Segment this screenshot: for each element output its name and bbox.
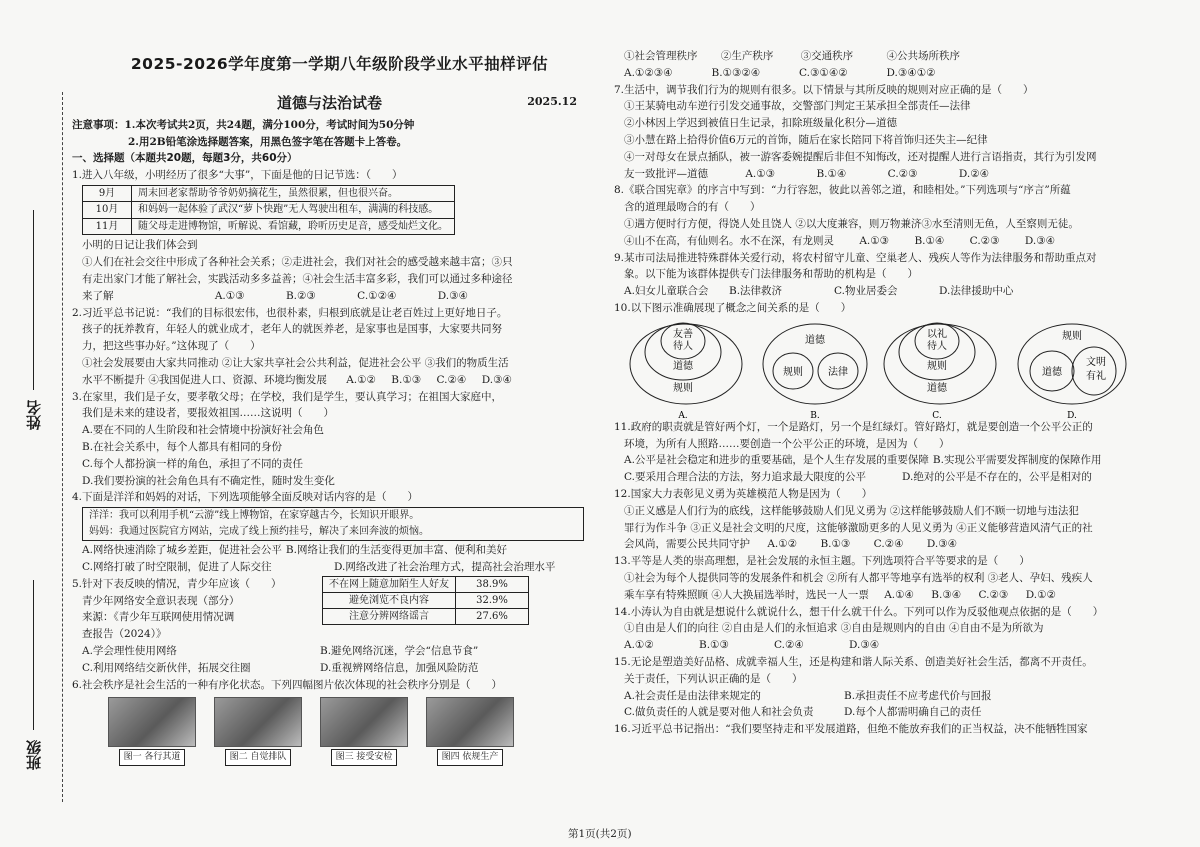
q1-options-3: 来了解	[82, 289, 114, 302]
stat-item: 注意分辨网络谣言	[323, 608, 456, 624]
q4-dialog-box	[82, 507, 584, 541]
table-row	[83, 202, 455, 219]
q7-line: 7.生活中，调节我们行为的规则有很多。以下情景与其所反映的规则对应正确的是（ ）	[614, 83, 1034, 96]
q2-line: 力，把这些事办好。”这体现了（ ）	[82, 340, 261, 353]
q12-line: ①正义感是人们行为的底线，这样能够鼓励人们见义勇为 ②这样能够鼓励人们不顾一切地与违法犯	[624, 504, 1079, 517]
q13-line: 乘车享有特殊照顾 ④人大换届选举时，选民一人一票	[624, 588, 869, 601]
q8-line: ①遇方便时行方便，得饶人处且饶人 ②以大度兼容，则万物兼济③水至清则无鱼，人至察则无徒。	[624, 217, 1079, 230]
q12-line: 12.国家大力表彰见义勇为英雄模范人物是因为（ ）	[614, 487, 873, 500]
choice-b: B.①④	[914, 234, 945, 247]
choice-a: A.①③	[214, 289, 245, 302]
choice-d: D.③④	[481, 373, 512, 386]
choice-b: B.在社会关系中，每个人都具有相同的身份	[82, 441, 283, 454]
picture-caption: 图二 自觉排队	[225, 749, 292, 765]
q11-line: 环境，为所有人照路……要创造一个公平公正的环境，是因为（ ）	[624, 437, 950, 450]
question-15	[614, 654, 1174, 721]
question-11	[614, 419, 1174, 486]
table-row	[323, 576, 529, 592]
q5-stats-table	[322, 576, 529, 625]
q5-line: 来源：《青少年互联网使用情况调	[82, 611, 235, 624]
label-top: 道德	[805, 334, 825, 346]
q6-choices-row	[614, 65, 974, 82]
q16-line: 16.习近平总书记指出：“我们要坚持走和平发展道路，但绝不能放弃我们的正当权益，决不能牺牲国家	[614, 723, 1088, 736]
diagram-c	[882, 319, 1002, 419]
question-6	[72, 677, 587, 766]
question-13	[614, 553, 1174, 603]
q2-line: 2.习近平总书记说：“我们的目标很宏伟，也很朴素，归根到底就是让老百姓过上更好地日子。	[72, 306, 508, 319]
label-right: 文明	[1086, 356, 1106, 368]
diary-text: 和妈妈一起体验了武汉“萝卜快跑”无人驾驶出租车，满满的科技感。	[132, 202, 455, 219]
stat-item: 不在网上随意加陌生人好友	[323, 576, 456, 592]
picture-caption: 图三 接受安检	[331, 749, 398, 765]
label-left: 规则	[783, 366, 803, 378]
choice-d: D.我们要扮演的社会角色具有不确定性，随时发生变化	[82, 474, 335, 487]
choice-b: B.法律救济	[729, 285, 783, 298]
name-underline	[33, 210, 34, 390]
q9-line: 9.某市司法局推进特殊群体关爱行动，将农村留守儿童、空巢老人、残疾人等作为法律服务和帮助重点对	[614, 251, 1097, 264]
choice-a: A.网络快速消除了城乡差距，促进社会公平	[82, 544, 282, 557]
choice-d: D.法律援助中心	[939, 285, 1014, 298]
q11-row-1	[614, 452, 1174, 469]
q2-line: 水平不断提升 ④我国促进人口、资源、环境均衡发展	[82, 373, 327, 386]
q1-choices-row	[72, 288, 587, 305]
diagram-label: B.	[810, 410, 820, 421]
q5-line: 青少年网络安全意识表现（部分）	[82, 594, 240, 607]
q3-line: 3.在家里，我们是子女，要孝敬父母；在学校，我们是学生，要认真学习；在祖国大家庭中，	[72, 390, 503, 403]
question-10	[614, 300, 1174, 419]
diagram-d	[1014, 319, 1134, 419]
diary-month: 10月	[83, 202, 132, 219]
q2-line: ①社会发展要由大家共同推动 ②让大家共享社会公共利益，促进社会公平 ③我们的物质生活	[82, 357, 509, 370]
diagram-label: C.	[932, 410, 942, 421]
q8-line: 含的道理最吻合的有（ ）	[624, 201, 761, 214]
stat-pct: 38.9%	[456, 576, 529, 592]
q9-line: 象。以下能为该群体提供专门法律服务和帮助的机构是（ ）	[624, 268, 918, 281]
choice-c: C.每个人都扮演一样的角色，承担了不同的责任	[82, 457, 303, 470]
choice-d: D.②④	[958, 167, 990, 180]
diary-text: 随父母走进博物馆，听解说、看馆藏，聆听历史足音，感受灿烂文化。	[132, 218, 455, 235]
q12-line: 罪行为作斗争 ③正义是社会文明的尺度，这能够激励更多的人见义勇为 ④正义能够营造风清气正的社	[624, 521, 1093, 534]
choice-d: D.网络改进了社会治理方式，提高社会治理水平	[334, 561, 556, 574]
diagram-b	[760, 319, 870, 419]
q15-line: 关于责任，下列认识正确的是（ ）	[624, 672, 803, 685]
q6-option: ③交通秩序	[800, 50, 854, 62]
photo-image	[108, 697, 196, 747]
choice-b: B.承担责任不应考虑代价与回报	[844, 689, 992, 702]
choice-c: C.①②④	[357, 289, 397, 302]
choice-b: B.实现公平需要发挥制度的保障作用	[932, 454, 1102, 467]
choice-b: B.①③	[820, 538, 851, 551]
choice-d: D.③④	[1024, 234, 1056, 247]
choice-c: C.②④	[774, 639, 804, 652]
question-8	[614, 182, 1174, 249]
q13-line: ①社会为每个人提供同等的发展条件和机会 ②所有人都平等地享有选举的权利 ③老人、孕妇、残疾人	[624, 571, 1093, 584]
choice-c: C.做负责任的人就是要对他人和社会负责	[624, 706, 814, 719]
q5-row-1	[72, 643, 587, 660]
table-row	[83, 218, 455, 235]
q11-line: 11.政府的职责就是管好两个灯，一个是路灯，另一个是红绿灯。管好路灯，就是要创造一个公平公正的	[614, 420, 1093, 433]
label-inner-2: 待人	[673, 340, 693, 352]
q14-line: ①自由是人们的向往 ②自由是人们的永恒追求 ③自由是规则内的自由 ④自由不是为所欲为	[624, 622, 1044, 635]
picture-2	[212, 697, 304, 765]
q15-row-2	[614, 704, 1064, 721]
table-row	[323, 592, 529, 608]
label-mid: 规则	[927, 360, 947, 372]
q12-choices-row	[614, 536, 1174, 553]
q6-options-row	[614, 48, 1174, 65]
choice-a: A.①②③④	[624, 66, 673, 79]
label-inner-2: 待人	[927, 340, 947, 352]
q7-choices-row	[614, 166, 1174, 183]
choice-a: A.妇女儿童联合会	[624, 285, 709, 298]
picture-3	[318, 697, 410, 765]
exam-subtitle: 道德与法治试卷	[276, 93, 382, 112]
choice-b: B.③④	[931, 588, 962, 601]
q3-line: 我们是未来的建设者，要报效祖国……这说明（ ）	[82, 407, 334, 420]
picture-caption: 图四 依规生产	[437, 749, 504, 765]
q8-choices-row	[614, 233, 1174, 250]
q15-row-1	[614, 688, 1064, 705]
notes-line-2: 2.用2B铅笔涂选择题答案，用黑色签字笔在答题卡上答卷。	[128, 135, 408, 148]
choice-d: D.③④	[437, 289, 468, 302]
table-row	[323, 608, 529, 624]
label-mid: 道德	[673, 360, 693, 372]
choice-d: D.③④①②	[886, 66, 936, 79]
notes-line-1: 注意事项：1.本次考试共2页，共24题，满分100分，考试时间为50分钟	[72, 118, 415, 131]
choice-d: D.每个人都需明确自己的责任	[844, 706, 982, 719]
choice-a: A.①③	[745, 167, 776, 180]
q12-line: 会风尚，需要公民共同守护	[624, 538, 750, 551]
question-4	[72, 489, 587, 575]
choice-a: A.①②	[767, 538, 798, 551]
q1-stem: 1.进入八年级，小明经历了很多“大事”，下面是他的日记节选：（ ）	[72, 169, 403, 182]
exam-date: 2025.12	[527, 94, 577, 108]
picture-1	[106, 697, 198, 765]
q10-stem: 10.以下图示准确展现了概念之间关系的是（ ）	[614, 301, 852, 314]
choice-a: A.①④	[884, 588, 914, 601]
q7-line: ④一对母女在景点插队，被一游客委婉提醒后非但不知悔改，还对提醒人进行言语指责，其行为引发网	[624, 150, 1097, 163]
q6-stem: 6.社会秩序是社会生活的一种有序化状态。下列四幅图片依次体现的社会秩序分别是（ ）	[72, 678, 503, 691]
choice-b: B.避免网络沉迷，学会“信息节食”	[320, 645, 479, 658]
diagram-label: A.	[678, 410, 688, 421]
q7-line: ②小林因上学迟到被值日生记录，扣除班级量化积分—道德	[624, 117, 897, 130]
choice-c: C.利用网络结交新伙伴，拓展交往圈	[82, 661, 251, 674]
q1-options-2: 有走出家门才能了解社会，实践活动多多益善；④社会生活丰富多彩，我们可以通过多种途径	[82, 273, 513, 286]
choice-b: B.①④	[816, 167, 847, 180]
q1-diary-table	[82, 185, 455, 236]
q7-line: ①王某骑电动车逆行引发交通事故，交警部门判定王某承担全部责任—法律	[624, 100, 971, 113]
choice-b: B.②③	[285, 289, 316, 302]
name-label: 姓名	[25, 400, 43, 430]
choice-d: D.③④	[926, 538, 958, 551]
choice-b: B.①③	[391, 373, 422, 386]
photo-image	[426, 697, 514, 747]
choice-d: D.③④	[849, 639, 880, 652]
table-row	[83, 185, 455, 202]
stat-item: 避免浏览不良内容	[323, 592, 456, 608]
q1-options-1: ①人们在社会交往中形成了各种社会关系；②走进社会，我们对社会的感受越来越丰富；③只	[82, 256, 513, 269]
dialog-line: 洋洋：我可以利用手机“云游”线上博物馆，在家穿越古今，长知识开眼界。	[89, 510, 420, 522]
question-16	[614, 721, 1174, 738]
q6-option: ④公共场所秩序	[886, 50, 961, 62]
choice-b: B.①③②④	[711, 66, 761, 79]
question-2	[72, 305, 587, 389]
q6-option: ②生产秩序	[720, 50, 774, 62]
q2-choices-row	[72, 372, 587, 389]
choice-d: D.绝对的公平是不存在的，公平是相对的	[902, 471, 1092, 484]
q6-pictures	[106, 697, 587, 765]
q5-line: 查报告（2024）》	[82, 628, 167, 641]
diary-text: 周末回老家帮助爷爷奶奶摘花生，虽然很累，但也很兴奋。	[132, 185, 455, 202]
choice-c: C.网络打破了时空限制，促进了人际交往	[82, 561, 272, 574]
choice-a: A.社会责任是由法律来规定的	[624, 689, 761, 702]
label-inner: 以礼	[927, 328, 947, 340]
choice-b: B.①③	[699, 639, 729, 652]
choice-a: A.①③	[859, 234, 890, 247]
picture-4	[424, 697, 516, 765]
class-underline	[33, 580, 34, 730]
diagram-label: D.	[1067, 410, 1077, 421]
q5-row-2	[72, 660, 587, 677]
question-14	[614, 604, 1174, 654]
q7-line: ③小慧在路上拾得价值6万元的首饰，随后在家长陪同下将首饰归还失主—纪律	[624, 133, 988, 146]
left-column	[72, 52, 587, 766]
choice-a: A.要在不同的人生阶段和社会情境中扮演好社会角色	[82, 424, 324, 437]
exam-title: 2025-2026学年度第一学期八年级阶段学业水平抽样评估	[130, 55, 549, 73]
label-right-2: 有礼	[1086, 370, 1106, 382]
choice-c: C.要采用合理合法的方法，努力追求最大限度的公平	[624, 471, 866, 484]
question-9	[614, 250, 1174, 300]
q2-line: 孩子的抚养教育，年轻人的就业成才，老年人的就医养老，是家事也是国事，大家要共同努	[82, 323, 502, 336]
question-3	[72, 389, 587, 490]
label-top: 规则	[1062, 330, 1082, 342]
class-label: 班级	[25, 740, 43, 770]
q14-line: 14.小涛认为自由就是想说什么就说什么，想干什么就干什么。下列可以作为反驳他观点依据的是（ ）	[614, 605, 1104, 618]
q8-line: ④山不在高，有仙则名。水不在深，有龙则灵	[624, 234, 834, 247]
choice-d: D.重视辨网络信息，加强风险防范	[320, 661, 479, 674]
choice-a: A.公平是社会稳定和进步的重要基础，是个人生存发展的重要保障	[624, 454, 929, 467]
diary-month: 9月	[83, 185, 132, 202]
label-outer: 规则	[673, 382, 693, 394]
choice-a: A.①②	[624, 639, 654, 652]
photo-image	[320, 697, 408, 747]
question-1	[72, 167, 587, 304]
q8-line: 8.《联合国宪章》的序言中写到：“力行容恕，彼此以善邻之道，和睦相处。”下列选项与“序言”所蕴	[614, 184, 1071, 197]
q4-row-2	[72, 559, 587, 576]
q4-stem: 4.下面是洋洋和妈妈的对话，下列选项能够全面反映对话内容的是（ ）	[72, 491, 419, 504]
stat-pct: 27.6%	[456, 608, 529, 624]
choice-c: C.②③	[887, 167, 918, 180]
q10-diagrams	[628, 319, 1174, 419]
q4-row-1	[72, 542, 587, 559]
q14-choices-row	[614, 637, 924, 654]
question-12	[614, 486, 1174, 553]
q13-line: 13.平等是人类的崇高理想，是社会发展的永恒主题。下列选项符合平等要求的是（ ）	[614, 555, 1030, 568]
diary-month: 11月	[83, 218, 132, 235]
choice-c: C.②④	[873, 538, 904, 551]
right-column	[614, 48, 1174, 738]
q15-line: 15.无论是塑造美好品格、成就幸福人生，还是构建和谐人际关系、创造美好社会生活，都离不开责任。	[614, 655, 1093, 668]
q1-lead: 小明的日记让我们体会到	[82, 239, 198, 252]
q9-choices-row	[614, 283, 1044, 300]
q13-choices-row	[614, 587, 1174, 604]
label-left: 道德	[1042, 366, 1062, 378]
q5-stem: 5.针对下表反映的情况，青少年应该（ ）	[72, 577, 282, 590]
picture-caption: 图一 各行其道	[119, 749, 186, 765]
photo-image	[214, 697, 302, 747]
binding-line	[62, 92, 63, 802]
q11-row-2	[614, 469, 1174, 486]
section-heading: 一、选择题（本题共20题，每题3分，共60分）	[72, 152, 298, 165]
choice-a: A.学会理性使用网络	[82, 645, 177, 658]
choice-c: C.②④	[436, 373, 467, 386]
q7-line: 友一致批评—道德	[624, 167, 708, 180]
diagram-a	[628, 319, 748, 419]
choice-b: B.网络让我们的生活变得更加丰富、便利和美好	[285, 544, 507, 557]
stat-pct: 32.9%	[456, 592, 529, 608]
choice-c: C.②③	[978, 588, 1009, 601]
question-7	[614, 82, 1174, 183]
notes	[72, 117, 587, 151]
question-5	[72, 576, 587, 677]
choice-d: D.①②	[1025, 588, 1056, 601]
choice-c: C.物业居委会	[834, 285, 898, 298]
dialog-line: 妈妈：我通过医院官方网站，完成了线上预约挂号，解决了来回奔波的烦恼。	[89, 526, 429, 538]
label-outer: 道德	[927, 382, 947, 394]
choice-c: C.②③	[969, 234, 1000, 247]
page-number: 第1页(共2页)	[568, 828, 632, 840]
label-right: 法律	[828, 366, 848, 378]
choice-c: C.③①④②	[799, 66, 848, 79]
q6-option: ①社会管理秩序	[624, 50, 698, 62]
choice-a: A.①②	[346, 373, 376, 386]
label-inner: 友善	[673, 328, 693, 340]
